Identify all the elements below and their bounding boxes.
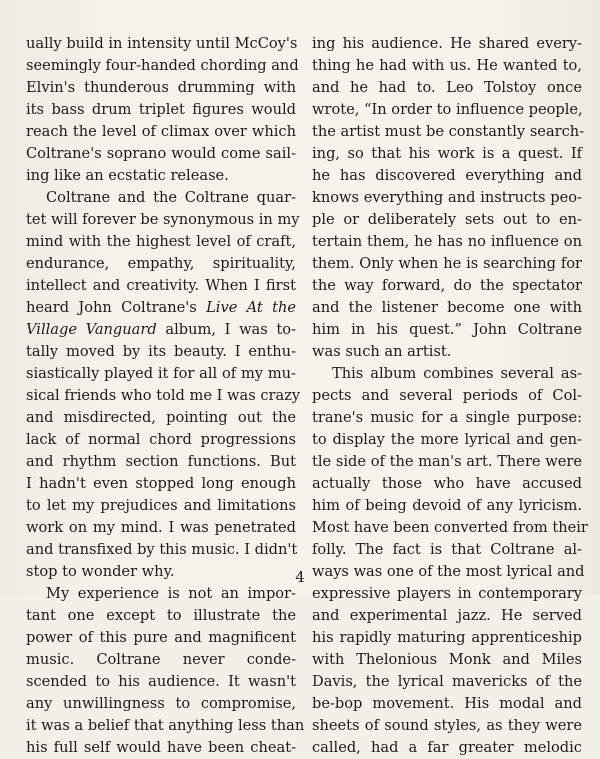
text-line: [26, 297, 296, 319]
text-line: any unwillingness to compromise,: [26, 695, 296, 712]
text-line: trane's music for a single purpose:: [312, 409, 582, 426]
text-line: was such an artist.: [312, 343, 452, 360]
text-line: his rapidly maturing apprenticeship: [312, 629, 582, 646]
text-line: endurance, empathy, spirituality,: [26, 255, 296, 272]
text-line: ways was one of the most lyrical and: [312, 563, 585, 580]
text-line: tet will forever be synonymous in my: [26, 211, 300, 228]
text-line: This album combines several as-: [332, 365, 582, 382]
text-line: tally moved by its beauty. I enthu-: [26, 343, 296, 360]
text-line: Davis, the lyrical mavericks of the: [312, 673, 582, 690]
text-line: his full self would have been cheat-: [26, 739, 296, 756]
text-line: sheets of sound styles, as they were: [312, 717, 582, 734]
text-line: with Thelonious Monk and Miles: [312, 651, 582, 668]
page-number: 4: [295, 568, 305, 586]
text-line: I hadn't even stopped long enough: [26, 475, 296, 492]
text-line: and he had to. Leo Tolstoy once: [312, 79, 582, 96]
text-line: be-bop movement. His modal and: [312, 695, 582, 712]
text-line: intellect and creativity. When I first: [26, 277, 296, 294]
text-line: tle side of the man's art. There were: [312, 453, 582, 470]
text-line: sical friends who told me I was crazy: [26, 387, 301, 404]
text-line: them. Only when he is searching for: [312, 255, 582, 272]
text-line: tant one except to illustrate the: [26, 607, 296, 624]
text-line: ing like an ecstatic release.: [26, 167, 229, 184]
text-line: mind with the highest level of craft,: [26, 233, 296, 250]
text-line: the artist must be constantly search-: [312, 123, 585, 140]
text-line: actually those who have accused: [312, 475, 582, 492]
text-line: [26, 319, 296, 341]
text-line: Coltrane and the Coltrane quar-: [46, 189, 296, 206]
text-line: its bass drum triplet figures would: [26, 101, 296, 118]
text-line: ing, so that his work is a quest. If: [312, 145, 582, 162]
text-line: him of being devoid of any lyricism.: [312, 497, 582, 514]
text-line: siastically played it for all of my mu-: [26, 365, 296, 382]
text-line: stop to wonder why.: [26, 563, 175, 580]
text-line: knows everything and instructs peo-: [312, 189, 582, 206]
text-line: ually build in intensity until McCoy's: [26, 35, 298, 52]
italic-title: Live At the: [206, 299, 296, 316]
text-line: wrote, “In order to influence people,: [312, 101, 583, 118]
right-text-column: [312, 33, 588, 759]
text-line: to display the more lyrical and gen-: [312, 431, 582, 448]
text-line: ing his audience. He shared every-: [312, 35, 582, 52]
text-line: seemingly four-handed chording and: [26, 57, 299, 74]
left-text-column: [26, 33, 305, 759]
text-line: expressive players in contemporary: [312, 585, 582, 602]
italic-title: Village Vanguard: [26, 321, 157, 338]
text-line: and rhythm section functions. But: [26, 453, 296, 470]
text-segment: heard John Coltrane's: [26, 299, 207, 316]
text-line: and misdirected, pointing out the: [26, 409, 296, 426]
text-line: tertain them, he has no influence on: [312, 233, 582, 250]
text-line: reach the level of climax over which: [26, 123, 296, 140]
text-line: scended to his audience. It wasn't: [26, 673, 296, 690]
text-line: pects and several periods of Col-: [312, 387, 582, 404]
text-line: music. Coltrane never conde-: [26, 651, 296, 668]
text-line: folly. The fact is that Coltrane al-: [312, 541, 582, 558]
text-line: lack of normal chord progressions: [26, 431, 296, 448]
text-line: the way forward, do the spectator: [312, 277, 582, 294]
text-line: him in his quest.” John Coltrane: [312, 321, 582, 338]
text-segment: album, I was to-: [156, 321, 296, 338]
text-line: called, had a far greater melodic: [312, 739, 582, 756]
text-line: and experimental jazz. He served: [312, 607, 582, 624]
text-line: it was a belief that anything less than: [26, 717, 305, 734]
text-line: ple or deliberately sets out to en-: [312, 211, 582, 228]
text-line: Most have been converted from their: [312, 519, 588, 536]
text-line: and the listener become one with: [312, 299, 582, 316]
text-line: Elvin's thunderous drumming with: [26, 79, 296, 96]
text-line: he has discovered everything and: [312, 167, 582, 184]
text-line: and transfixed by this music. I didn't: [26, 541, 298, 558]
text-line: thing he had with us. He wanted to,: [312, 57, 582, 74]
text-line: work on my mind. I was penetrated: [26, 519, 296, 536]
text-line: power of this pure and magnificent: [26, 629, 296, 646]
text-line: to let my prejudices and limitations: [26, 497, 296, 514]
text-line: My experience is not an impor-: [46, 585, 296, 602]
text-line: Coltrane's soprano would come sail-: [26, 145, 296, 162]
